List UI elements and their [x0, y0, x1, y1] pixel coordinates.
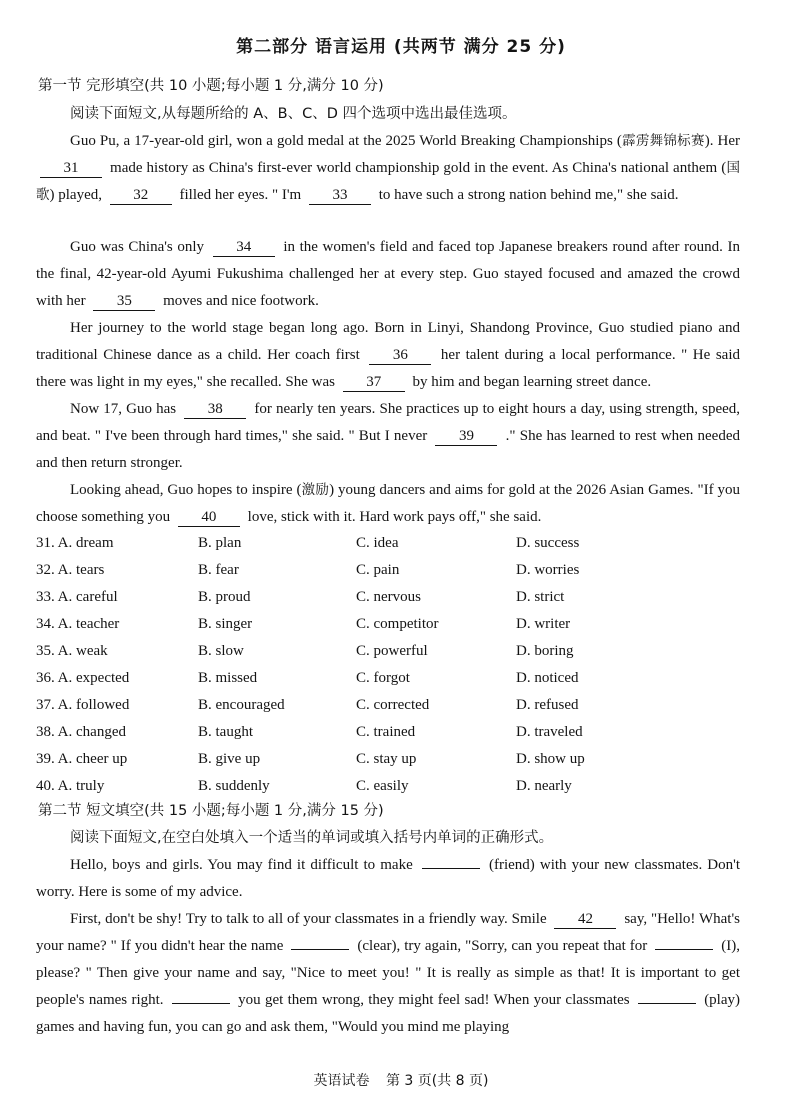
text: for nearly ten years. She practices up to eight hours a day, using strength, speed, and beat. " I've been through hard times," she said. " But I never: [36, 401, 741, 444]
question-option-a[interactable]: 34. A. teacher: [36, 616, 120, 632]
text-cn: 国歌: [36, 160, 741, 203]
question-option-c[interactable]: C. powerful: [356, 643, 428, 659]
passage-paragraph-2: [36, 234, 740, 315]
question-option-d[interactable]: D. worries: [516, 562, 580, 578]
text: ) played,: [49, 187, 102, 203]
question-option-d[interactable]: D. show up: [516, 751, 585, 767]
blank-41[interactable]: [422, 868, 480, 869]
text: (friend) with your new classmates. Don't worry. Here is some of my advice.: [36, 857, 741, 900]
question-option-a[interactable]: 32. A. tears: [36, 562, 105, 578]
question-option-a[interactable]: 33. A. careful: [36, 589, 118, 605]
section2-heading: 第二节 短文填空(共 15 小题;每小题 1 分,满分 15 分): [38, 803, 384, 819]
question-option-d[interactable]: D. noticed: [516, 670, 579, 686]
question-option-a[interactable]: 36. A. expected: [36, 670, 130, 686]
question-option-b[interactable]: B. plan: [198, 535, 242, 551]
question-option-c[interactable]: C. trained: [356, 724, 416, 740]
text: you get them wrong, they might feel sad! When your classmates: [238, 992, 630, 1008]
paper-name: 英语试卷: [313, 1073, 370, 1089]
text: ." She has learned to rest when needed and then return stronger.: [36, 428, 740, 471]
text: love, stick with it. Hard work pays off," she said.: [247, 509, 542, 525]
question-option-c[interactable]: C. competitor: [356, 616, 439, 632]
question-option-c[interactable]: C. stay up: [356, 751, 417, 767]
text-cn: 霹雳舞锦标赛: [621, 133, 705, 149]
blank-34[interactable]: 34: [213, 238, 275, 257]
text-cn: 激励: [301, 482, 330, 498]
blank-40[interactable]: 40: [178, 508, 240, 527]
question-option-a[interactable]: 37. A. followed: [36, 697, 130, 713]
text: filled her eyes. " I'm: [179, 187, 302, 203]
text: Her journey to the world stage began long ago. Born in Linyi, Shandong Province, Guo studied piano and traditional Chinese dance as a child. Her coach first: [36, 320, 740, 363]
question-option-d[interactable]: D. nearly: [516, 778, 572, 794]
question-option-d[interactable]: D. strict: [516, 589, 565, 605]
text: (I), please? " Then give your name and say, "Nice to meet you! " It is really as simple as that! It is important to get people's names right.: [36, 938, 741, 1008]
question-option-a[interactable]: 40. A. truly: [36, 778, 105, 794]
question-option-a[interactable]: 39. A. cheer up: [36, 751, 128, 767]
blank-31[interactable]: 31: [40, 159, 102, 178]
blank-42[interactable]: 42: [554, 910, 616, 929]
blank-37[interactable]: 37: [343, 373, 405, 392]
passage-paragraph-1: [36, 128, 740, 209]
passage2-paragraph-1: [36, 852, 740, 906]
blank-46[interactable]: [638, 1003, 696, 1004]
question-option-d[interactable]: D. refused: [516, 697, 579, 713]
text: Guo Pu, a 17-year-old girl, won a gold medal at the 2025 World Breaking Championships (: [70, 133, 622, 149]
text: ) young dancers and aims for gold at the 2026 Asian Games. "If you choose something you: [36, 482, 741, 525]
question-option-b[interactable]: B. proud: [198, 589, 251, 605]
blank-36[interactable]: 36: [369, 346, 431, 365]
question-option-a[interactable]: 35. A. weak: [36, 643, 108, 659]
passage-paragraph-4: [36, 396, 740, 477]
page-number: 第 3 页(共 8 页): [385, 1073, 489, 1089]
section1-instruction: 阅读下面短文,从每题所给的 A、B、C、D 四个选项中选出最佳选项。: [70, 106, 517, 122]
text: Hello, boys and girls. You may find it difficult to make: [70, 857, 413, 873]
section2-instruction: 阅读下面短文,在空白处填入一个适当的单词或填入括号内单词的正确形式。: [70, 830, 554, 846]
text: her talent during a local performance. " He said there was light in my eyes," she recalled. She was: [36, 347, 740, 390]
blank-43[interactable]: [291, 949, 349, 950]
text: (clear), try again, "Sorry, can you repeat that for: [357, 938, 648, 954]
text: by him and began learning street dance.: [412, 374, 652, 390]
text: Now 17, Guo has: [70, 401, 177, 417]
blank-32[interactable]: 32: [110, 186, 172, 205]
text: ). Her: [704, 133, 740, 149]
text: say, "Hello! What's your name? " If you didn't hear the name: [36, 911, 741, 954]
text: moves and nice footwork.: [163, 293, 319, 309]
question-option-b[interactable]: B. give up: [198, 751, 261, 767]
question-option-c[interactable]: C. easily: [356, 778, 409, 794]
question-option-b[interactable]: B. suddenly: [198, 778, 270, 794]
section1-heading: 第一节 完形填空(共 10 小题;每小题 1 分,满分 10 分): [38, 78, 384, 94]
question-option-c[interactable]: C. corrected: [356, 697, 430, 713]
page-footer: [0, 1070, 802, 1090]
question-option-b[interactable]: B. missed: [198, 670, 258, 686]
blank-35[interactable]: 35: [93, 292, 155, 311]
text: made history as China's first-ever world championship gold in the event. As China's national anthem (: [110, 160, 727, 176]
question-option-c[interactable]: C. nervous: [356, 589, 421, 605]
question-option-c[interactable]: C. forgot: [356, 670, 410, 686]
text: (play) games and having fun, you can go and ask them, "Would you mind me playing: [36, 992, 741, 1035]
blank-45[interactable]: [172, 1003, 230, 1004]
blank-44[interactable]: [655, 949, 713, 950]
blank-38[interactable]: 38: [184, 400, 246, 419]
question-option-c[interactable]: C. pain: [356, 562, 400, 578]
blank-33[interactable]: 33: [309, 186, 371, 205]
question-option-d[interactable]: D. writer: [516, 616, 571, 632]
text: Guo was China's only: [70, 239, 205, 255]
question-option-a[interactable]: 38. A. changed: [36, 724, 126, 740]
question-option-c[interactable]: C. idea: [356, 535, 399, 551]
question-option-b[interactable]: B. slow: [198, 643, 244, 659]
text: Looking ahead, Guo hopes to inspire (: [70, 482, 302, 498]
text: First, don't be shy! Try to talk to all of your classmates in a friendly way. Smile: [70, 911, 547, 927]
blank-39[interactable]: 39: [435, 427, 497, 446]
question-option-b[interactable]: B. fear: [198, 562, 239, 578]
part-title: 第二部分 语言运用 (共两节 满分 25 分): [236, 37, 566, 57]
passage2-paragraph-2: [36, 906, 740, 1041]
question-option-b[interactable]: B. taught: [198, 724, 253, 740]
question-option-a[interactable]: 31. A. dream: [36, 535, 114, 551]
question-option-d[interactable]: D. traveled: [516, 724, 583, 740]
passage-paragraph-5: [36, 477, 740, 531]
question-option-d[interactable]: D. success: [516, 535, 580, 551]
text: in the women's field and faced top Japanese breakers round after round. In the final, 42-year-old Ayumi Fukushima challenged her at every step. Guo stayed focused and amazed the crowd with her: [36, 239, 741, 309]
question-option-b[interactable]: B. singer: [198, 616, 253, 632]
text: to have such a strong nation behind me," she said.: [378, 187, 679, 203]
question-option-b[interactable]: B. encouraged: [198, 697, 285, 713]
options-grid: [36, 530, 756, 800]
passage-paragraph-3: [36, 315, 740, 396]
question-option-d[interactable]: D. boring: [516, 643, 574, 659]
